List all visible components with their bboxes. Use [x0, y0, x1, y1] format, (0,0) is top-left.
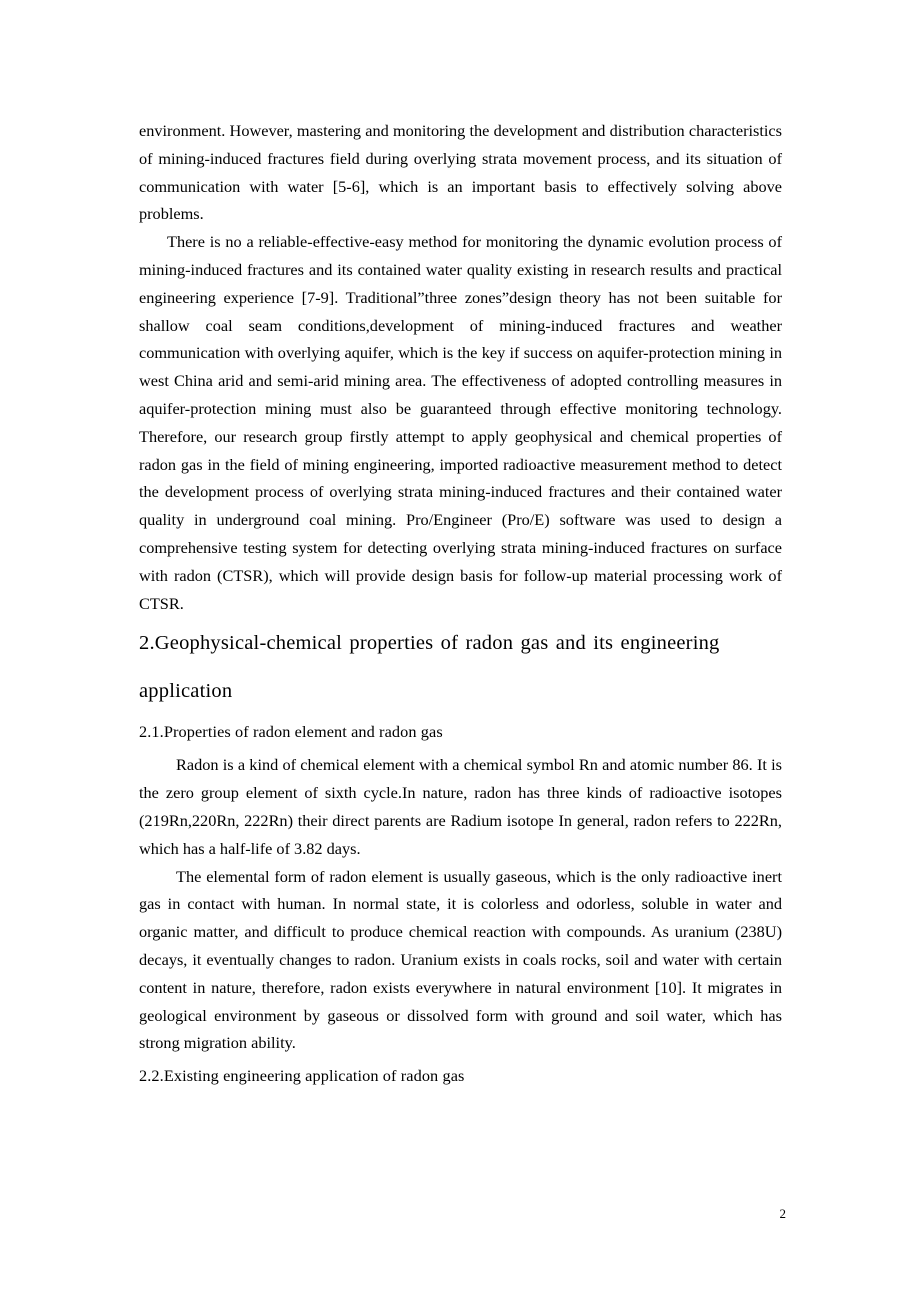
section-heading-2: 2.Geophysical-chemical properties of radon gas and its engineering application [139, 632, 720, 703]
paragraph-continuation: environment. However, mastering and monitoring the development and distribution characteristics of mining-induced fractures field during overlying strata movement process, and its situation of communication with water [5-6], which is an important basis to effectively solving above problems. [139, 121, 782, 224]
paragraph-radon-element: Radon is a kind of chemical element with a chemical symbol Rn and atomic number 86. It is the zero group element of sixth cycle.In nature, radon has three kinds of radioactive isotopes (219Rn,220Rn, 222Rn) their direct parents are Radium isotope In general, radon refers to 222Rn, which has a half-life of 3.82 days. [139, 755, 782, 858]
paragraph-monitoring-methods: There is no a reliable-effective-easy method for monitoring the dynamic evolution process of mining-induced fractures and its contained water quality existing in research results and practical engineering experience [7-9]. Traditional”three zones”design theory has not been suitable for shallow coal seam conditions,development of mining-induced fractures and weather communication with overlying aquifer, which is the key if success on aquifer-protection mining in west China arid and semi-arid mining area. The effectiveness of adopted controlling measures in aquifer-protection mining must also be guaranteed through effective monitoring technology. Therefore, our research group firstly attempt to apply geophysical and chemical properties of radon gas in the field of mining engineering, imported radioactive measurement method to detect the development process of overlying strata mining-induced fractures and their contained water quality in underground coal mining. Pro/Engineer (Pro/E) software was used to design a comprehensive testing system for detecting overlying strata mining-induced fractures on surface with radon (CTSR), which will provide design basis for follow-up material processing work of CTSR. [139, 232, 782, 613]
page-content [139, 117, 782, 1095]
subsection-heading-2-2: 2.2.Existing engineering application of radon gas [139, 1066, 465, 1086]
subsection-heading-2-1: 2.1.Properties of radon element and radon gas [139, 722, 443, 742]
page-number: 2 [779, 1206, 786, 1221]
paragraph-radon-gas-properties: The elemental form of radon element is usually gaseous, which is the only radioactive inert gas in contact with human. In normal state, it is colorless and odorless, soluble in water and organic matter, and difficult to produce chemical reaction with compounds. As uranium (238U) decays, it eventually changes to radon. Uranium exists in coals rocks, soil and water with certain content in nature, therefore, radon exists everywhere in natural environment [10]. It migrates in geological environment by gaseous or dissolved form with ground and soil water, which has strong migration ability. [139, 866, 782, 1053]
